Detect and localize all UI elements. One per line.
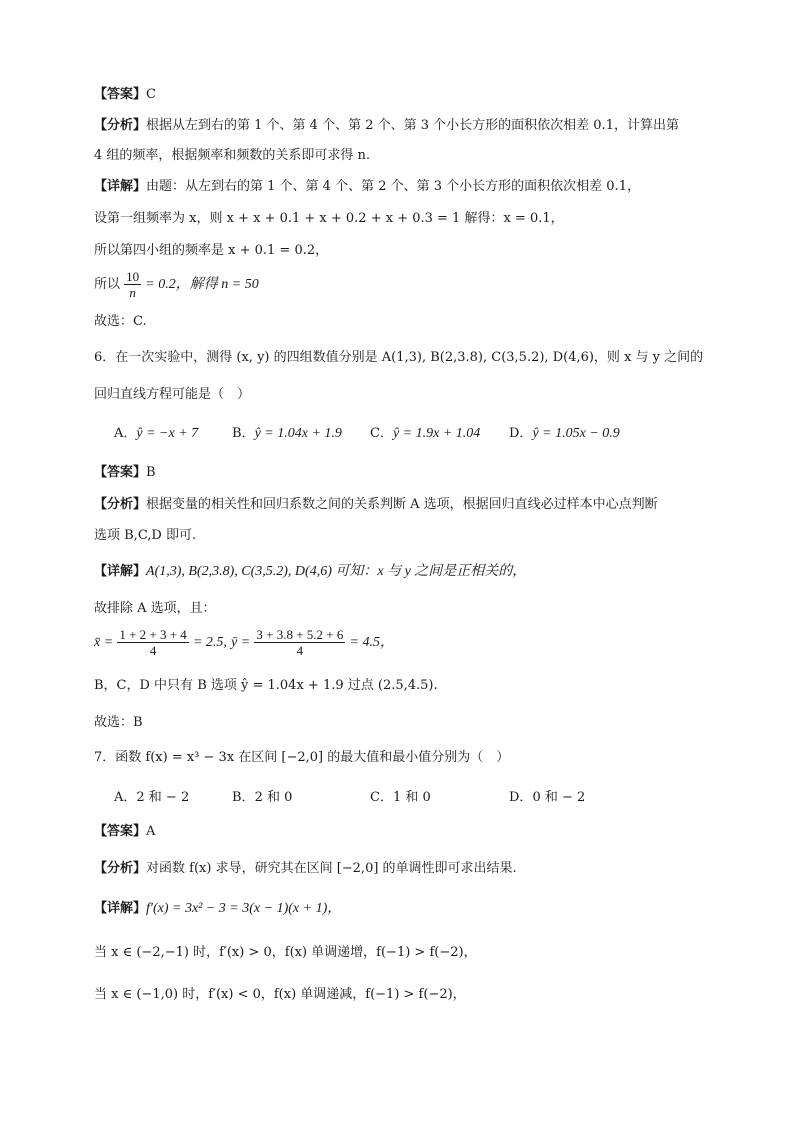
ybar-fraction <box>254 627 345 658</box>
option-text: 0 和 − 2 <box>532 790 586 805</box>
analysis-text: 对函数 f(x) 求导，研究其在区间 [−2,0] 的单调性即可求出结果. <box>146 861 517 876</box>
q6-option-a <box>114 425 198 443</box>
q5-detail-line-4 <box>94 268 734 302</box>
q5-detail-line-1 <box>94 178 734 196</box>
q6-option-b <box>232 425 342 443</box>
analysis-text: 根据变量的相关性和回归系数之间的关系判断 A 选项，根据回归直线必过样本中心点判断 <box>146 497 658 512</box>
option-text: 1 和 0 <box>392 790 431 805</box>
analysis-tag: 【分析】 <box>94 497 147 512</box>
q6-detail-line-4: B，C，D 中只有 B 选项 ŷ = 1.04x + 1.9 过点 (2.5,4.5). <box>94 678 438 693</box>
xbar-value: = 2.5, <box>192 635 227 650</box>
q5-analysis-line-2: 4 组的频率，根据频率和频数的关系即可求得 n. <box>94 148 371 163</box>
q7-answer-line <box>94 823 734 841</box>
q7-detail-line-1 <box>94 900 734 918</box>
answer-value: A <box>146 824 156 839</box>
analysis-text: 根据从左到右的第 1 个、第 4 个、第 2 个、第 3 个小长方形的面积依次相差 0.1，计算出第 <box>146 118 679 133</box>
fraction-denominator: n <box>129 285 136 300</box>
q7-option-a <box>114 789 189 807</box>
q6-stem-line-2: 回归直线方程可能是（ ） <box>94 387 251 402</box>
q7-option-b <box>232 789 292 807</box>
analysis-tag: 【分析】 <box>94 861 147 876</box>
answer-value: B <box>146 465 156 480</box>
answer-tag: 【答案】 <box>94 824 147 839</box>
q7-detail-line-3: 当 x ∈ (−1,0) 时，f′(x) < 0，f(x) 单调递减，f(−1) > f(−2)， <box>94 987 466 1002</box>
detail-text: A(1,3), B(2,3.8), C(3,5.2), D(4,6) 可知：x 与 y 之间是正相关的， <box>146 564 527 579</box>
option-text: ŷ = 1.04x + 1.9 <box>254 426 342 441</box>
option-label: B． <box>232 790 255 805</box>
q6-stem-line-1: 6．在一次实验中，测得 (x, y) 的四组数值分别是 A(1,3), B(2,3.8), C(3,5.2), D(4,6)，则 x 与 y 之间的 <box>94 350 704 365</box>
option-label: C． <box>370 426 393 441</box>
option-text: ŷ = −x + 7 <box>136 426 199 441</box>
detail-text: 由题：从左到右的第 1 个、第 4 个、第 2 个、第 3 个小长方形的面积依次相差 0.1， <box>146 179 640 194</box>
q5-analysis-line-1 <box>94 117 734 135</box>
q5-conclusion: 故选：C. <box>94 314 147 329</box>
q7-option-c <box>370 789 431 807</box>
fraction-10-over-n <box>124 269 141 300</box>
q6-answer-line <box>94 464 734 482</box>
detail-tag: 【详解】 <box>94 901 147 916</box>
ybar-denominator: 4 <box>296 643 304 658</box>
q7-detail-line-2: 当 x ∈ (−2,−1) 时，f′(x) > 0，f(x) 单调递增，f(−1) > f(−2)， <box>94 945 477 960</box>
q6-option-d <box>509 425 620 443</box>
detail-prefix: 所以 <box>94 277 121 292</box>
xbar-label: x̄ = <box>94 635 114 650</box>
option-text: 2 和 − 2 <box>136 790 190 805</box>
detail-suffix: = 0.2，解得 n = 50 <box>145 277 259 292</box>
detail-tag: 【详解】 <box>94 564 147 579</box>
q6-option-c <box>370 425 480 443</box>
xbar-numerator: 1 + 2 + 3 + 4 <box>119 627 187 642</box>
option-label: B． <box>232 426 255 441</box>
q7-analysis-line <box>94 860 734 878</box>
q5-answer-line <box>94 86 734 104</box>
xbar-denominator: 4 <box>149 643 157 658</box>
q6-conclusion: 故选：B <box>94 715 143 730</box>
ybar-numerator: 3 + 3.8 + 5.2 + 6 <box>256 627 344 642</box>
q7-stem: 7．函数 f(x) = x³ − 3x 在区间 [−2,0] 的最大值和最小值分别为（ ） <box>94 750 510 765</box>
detail-text: f′(x) = 3x² − 3 = 3(x − 1)(x + 1)， <box>146 901 342 916</box>
analysis-tag: 【分析】 <box>94 118 147 133</box>
q5-detail-line-3: 所以第四小组的频率是 x + 0.1 = 0.2， <box>94 243 329 258</box>
fraction-numerator: 10 <box>126 269 140 284</box>
option-label: C． <box>370 790 393 805</box>
option-text: 2 和 0 <box>254 790 293 805</box>
q6-analysis-line-2: 选项 B,C,D 即可. <box>94 528 197 543</box>
q7-option-d <box>509 789 585 807</box>
q6-mean-formula <box>94 626 734 660</box>
q5-detail-line-2: 设第一组频率为 x，则 x + x + 0.1 + x + 0.2 + x + 0.3 = 1 解得：x = 0.1， <box>94 211 564 226</box>
option-text: ŷ = 1.9x + 1.04 <box>392 426 481 441</box>
q6-detail-line-2: 故排除 A 选项，且： <box>94 601 216 616</box>
detail-tag: 【详解】 <box>94 179 147 194</box>
option-text: ŷ = 1.05x − 0.9 <box>532 426 620 441</box>
option-label: D． <box>509 426 533 441</box>
xbar-fraction <box>117 627 189 658</box>
answer-tag: 【答案】 <box>94 465 147 480</box>
answer-tag: 【答案】 <box>94 87 147 102</box>
option-label: D． <box>509 790 533 805</box>
ybar-label: ȳ = <box>231 635 251 650</box>
answer-value: C <box>146 87 156 102</box>
q6-analysis-line-1 <box>94 496 734 514</box>
ybar-value: = 4.5， <box>349 635 394 650</box>
option-label: A． <box>114 426 137 441</box>
q6-detail-line-1 <box>94 563 734 581</box>
option-label: A． <box>114 790 137 805</box>
